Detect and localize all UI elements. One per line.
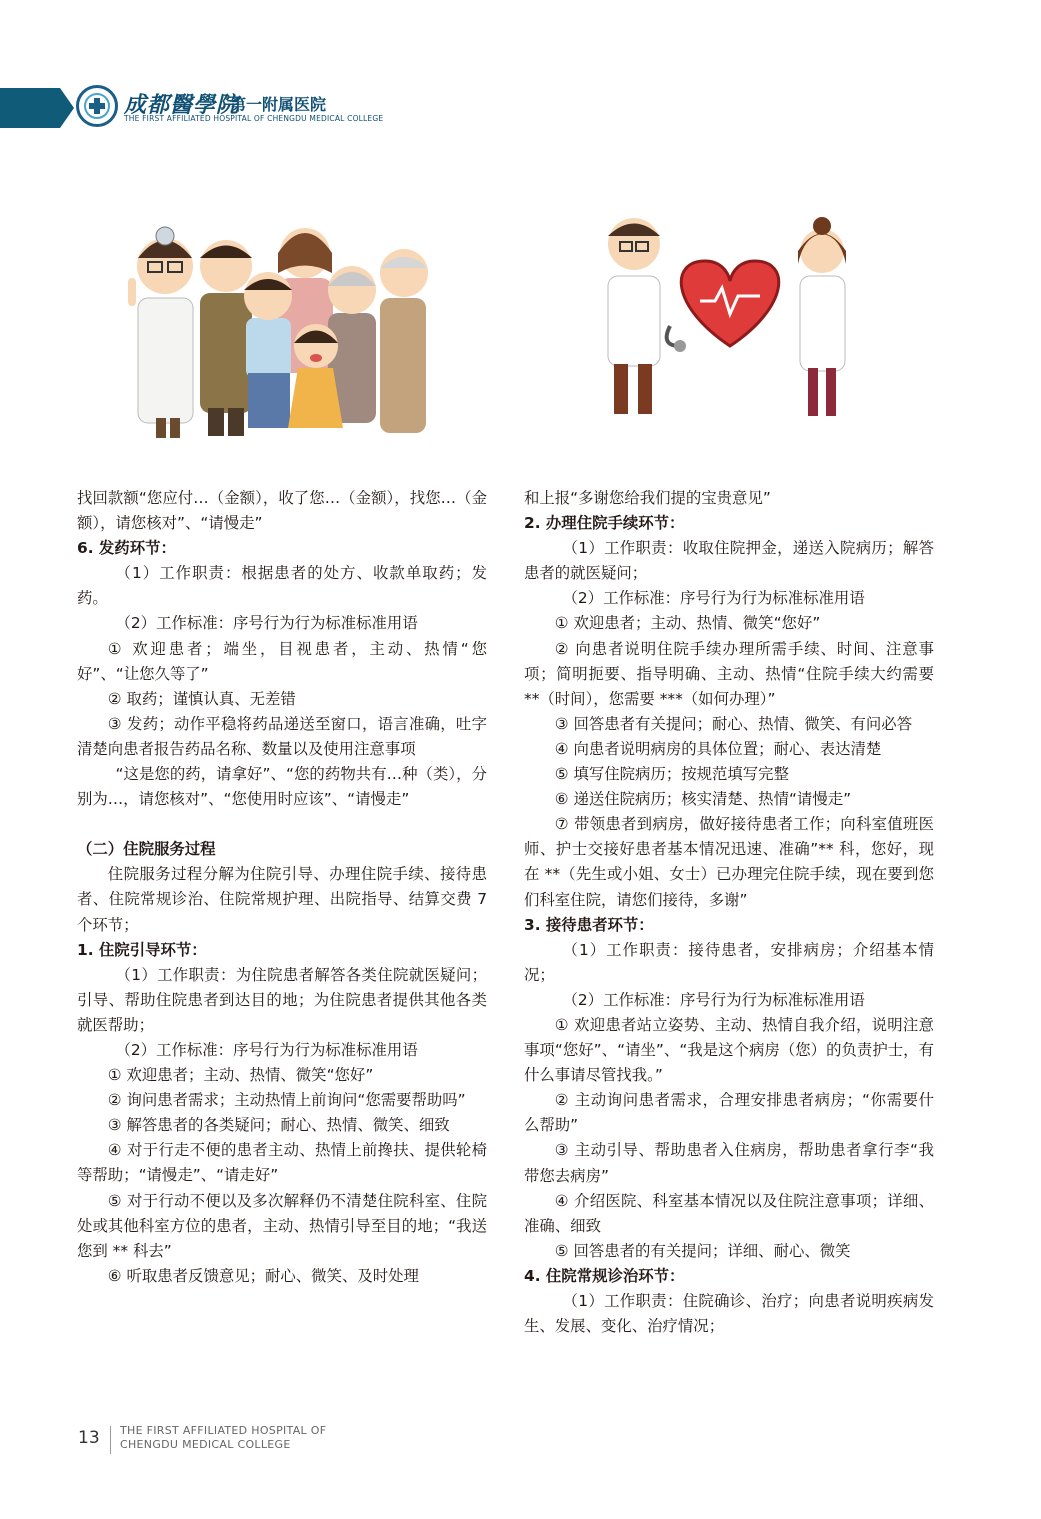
footer-hospital-name <box>120 1424 326 1452</box>
footer-line-1: THE FIRST AFFILIATED HOSPITAL OF <box>120 1424 327 1437</box>
grandfather-figure <box>380 249 428 433</box>
section-heading: 6. 发药环节： <box>77 539 176 558</box>
paragraph: （1）工作职责：为住院患者解答各类住院就医疑问；引导、帮助住院患者到达目的地；为住院患者提供其他各类就医帮助； <box>77 965 487 1034</box>
paragraph: “这是您的药，请拿好”、“您的药物共有…种（类），分别为…，请您核对”、“您使用时应该”、“请慢走” <box>77 765 487 809</box>
logo-script: 成都醫學院 <box>124 92 240 118</box>
logo-hospital-name: 第一附属医院 <box>230 95 327 114</box>
paragraph: （1）工作职责：收取住院押金，递送入院病历；解答患者的就医疑问； <box>524 539 934 583</box>
heart-figure <box>667 261 779 352</box>
paragraph: ⑥ 听取患者反馈意见；耐心、微笑、及时处理 <box>107 1266 419 1285</box>
paragraph: （1）工作职责：根据患者的处方、收款单取药；发药。 <box>77 564 487 608</box>
hospital-seal-icon <box>76 85 118 127</box>
right-column <box>524 486 934 1339</box>
paragraph: ⑤ 填写住院病历；按规范填写完整 <box>554 765 789 784</box>
paragraph: ⑤ 对于行动不便以及多次解释仍不清楚住院科室、住院处或其他科室方位的患者，主动、热情引导至目的地；“我送您到 ** 科去” <box>77 1191 487 1260</box>
doctors-heart-stethoscope-icon <box>600 206 862 424</box>
paragraph: ⑦ 带领患者到病房，做好接待患者工作；向科室值班医师、护士交接好患者基本情况迅速、准确”** 科，您好，现在 **（先生或小姐、女士）已办理完住院手续，现在要到您们科室住院，请您们接待，多谢” <box>524 815 934 909</box>
paragraph: （2）工作标准：序号行为行为标准标准用语 <box>115 1040 418 1059</box>
paragraph: （2）工作标准：序号行为行为标准标准用语 <box>562 990 865 1009</box>
paragraph: ① 欢迎患者站立姿势、主动、热情自我介绍，说明注意事项“您好”、“请坐”、“我是这个病房（您）的负责护士，有什么事请尽管找我。” <box>524 1015 934 1085</box>
paragraph-gap <box>77 812 487 837</box>
footer-line-2: CHENGDU MEDICAL COLLEGE <box>120 1438 291 1451</box>
doctor-figure <box>128 227 193 438</box>
paragraph: ① 欢迎患者；端坐，目视患者，主动、热情“您好”、“让您久等了” <box>77 639 487 683</box>
page-number: 13 <box>78 1428 100 1448</box>
paragraph: ③ 回答患者有关提问；耐心、热情、微笑、有问必答 <box>554 714 913 733</box>
paragraph: （2）工作标准：序号行为行为标准标准用语 <box>562 589 865 608</box>
paragraph: （2）工作标准：序号行为行为标准标准用语 <box>115 614 418 633</box>
paragraph: ② 向患者说明住院手续办理所需手续、时间、注意事项；简明扼要、指导明确、主动、热情“住院手续大约需要 **（时间），您需要 ***（如何办理）” <box>524 639 934 708</box>
paragraph: （1）工作职责：接待患者，安排病房；介绍基本情况； <box>524 940 934 984</box>
paragraph: ④ 对于行走不便的患者主动、热情上前搀扶、提供轮椅等帮助；“请慢走”、“请走好” <box>77 1141 487 1185</box>
paragraph: ② 询问患者需求；主动热情上前询问“您需要帮助吗” <box>107 1091 466 1110</box>
logo-english-name: THE FIRST AFFILIATED HOSPITAL OF CHENGDU MEDICAL COLLEGE <box>124 114 384 123</box>
paragraph: ③ 解答患者的各类疑问；耐心、热情、微笑、细致 <box>107 1116 450 1135</box>
paragraph: ④ 介绍医院、科室基本情况以及住院注意事项；详细、准确、细致 <box>524 1191 934 1235</box>
paragraph: 和上报“多谢您给我们提的宝贵意见” <box>524 489 771 507</box>
section-heading: （二）住院服务过程 <box>77 840 216 859</box>
paragraph: ③ 发药；动作平稳将药品递送至窗口，语言准确，吐字清楚向患者报告药品名称、数量以及使用注意事项 <box>77 714 487 758</box>
paragraph: ⑥ 递送住院病历；核实清楚、热情“请慢走” <box>554 790 852 809</box>
male-doctor-figure <box>608 218 660 414</box>
section-heading: 2. 办理住院手续环节： <box>524 514 685 533</box>
footer-divider <box>110 1426 111 1454</box>
paragraph: ② 取药；谨慎认真、无差错 <box>107 689 296 708</box>
section-heading: 3. 接待患者环节： <box>524 915 654 934</box>
paragraph: ① 欢迎患者；主动、热情、微笑“您好” <box>107 1066 374 1085</box>
paragraph: ⑤ 回答患者的有关提问；详细、耐心、微笑 <box>554 1241 851 1260</box>
paragraph: ② 主动询问患者需求，合理安排患者病房；“你需要什么帮助” <box>524 1091 934 1135</box>
paragraph: 住院服务过程分解为住院引导、办理住院手续、接待患者、住院常规诊治、住院常规护理、出院指导、结算交费 7 个环节； <box>77 865 487 934</box>
father-figure <box>200 240 252 436</box>
paragraph: ④ 向患者说明病房的具体位置；耐心、表达清楚 <box>554 739 882 758</box>
header-accent-bar <box>0 88 60 128</box>
left-column <box>77 486 487 1289</box>
paragraph: ③ 主动引导、帮助患者入住病房，帮助患者拿行李“我带您去病房” <box>524 1141 934 1185</box>
section-heading: 1. 住院引导环节： <box>77 940 207 959</box>
paragraph: 找回款额“您应付…（金额），收了您…（金额），找您…（金额），请您核对”、“请慢走” <box>77 489 487 533</box>
paragraph: ① 欢迎患者；主动、热情、微笑“您好” <box>554 614 821 633</box>
paragraph: （1）工作职责：住院确诊、治疗；向患者说明疾病发生、发展、变化、治疗情况； <box>524 1292 934 1336</box>
doctor-with-family-icon <box>128 218 428 442</box>
section-heading: 4. 住院常规诊治环节： <box>524 1266 685 1285</box>
female-doctor-figure <box>798 217 846 416</box>
boy-figure <box>244 272 292 428</box>
